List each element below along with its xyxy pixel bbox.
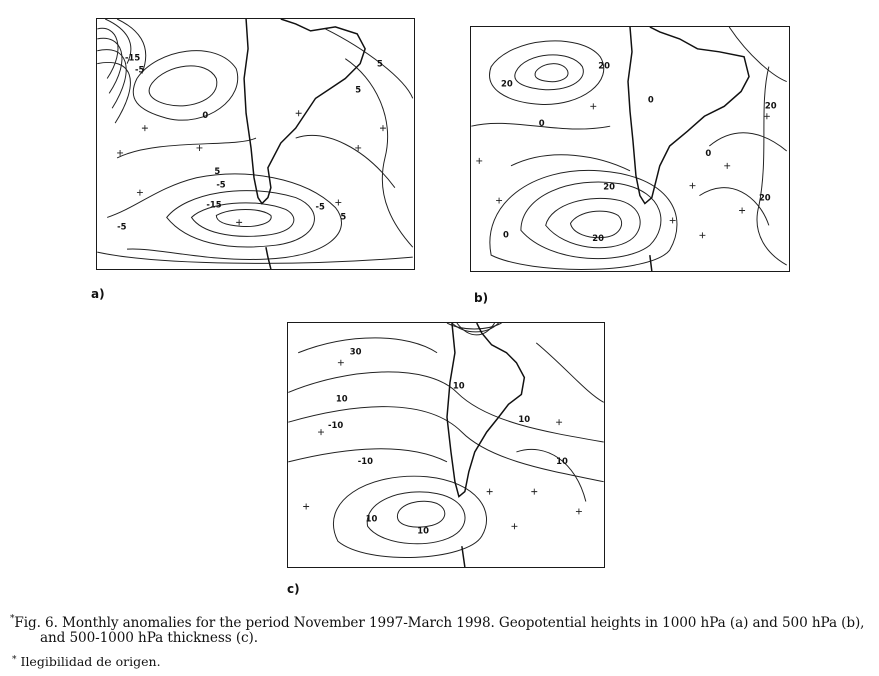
contour-label: 20 bbox=[598, 60, 610, 71]
contour-label: -5 bbox=[117, 221, 127, 232]
contour-label: -5 bbox=[315, 201, 325, 212]
contour-label: 5 bbox=[214, 165, 221, 176]
contour-label: -15 bbox=[125, 52, 141, 63]
caption-line-2: and 500-1000 hPa thickness (c). bbox=[40, 630, 258, 646]
map-panel-b bbox=[470, 26, 790, 272]
caption-marker: * bbox=[10, 614, 15, 624]
contour-label: -5 bbox=[134, 64, 145, 75]
grid-markers bbox=[476, 103, 770, 238]
contour-label: 10 bbox=[452, 380, 465, 391]
contour-map-b bbox=[471, 27, 789, 271]
contour-label: 10 bbox=[365, 513, 378, 524]
contour-label: 5 bbox=[377, 58, 383, 69]
contour-label: 0 bbox=[503, 229, 509, 240]
caption-line-1: Fig. 6. Monthly anomalies for the period November 1997-March 1998. Geopotential heights in 1000 hPa (a) and 500 hPa (b), bbox=[14, 615, 865, 631]
contour-label: 30 bbox=[349, 346, 362, 357]
contour-label: 10 bbox=[335, 393, 348, 404]
contour-labels bbox=[328, 347, 568, 536]
contour-label: -10 bbox=[327, 420, 344, 431]
grid-markers bbox=[117, 110, 386, 225]
figure-caption bbox=[10, 612, 872, 646]
contour-label: 0 bbox=[647, 94, 654, 105]
contour-label: 0 bbox=[538, 118, 545, 129]
contour-label: 10 bbox=[556, 455, 568, 466]
contour-label: 20 bbox=[764, 100, 777, 111]
footnote bbox=[12, 654, 161, 669]
contour-label: 20 bbox=[758, 192, 771, 203]
contour-label: 20 bbox=[603, 181, 615, 192]
map-panel-a bbox=[96, 18, 415, 270]
grid-markers bbox=[303, 360, 582, 530]
panel-label-b: b) bbox=[474, 291, 489, 305]
map-panel-c bbox=[287, 322, 605, 568]
panel-label-c: c) bbox=[287, 582, 300, 596]
footnote-text: Ilegibilidad de origen. bbox=[20, 654, 161, 669]
contour-map-a bbox=[97, 19, 414, 269]
contour-label: -5 bbox=[216, 179, 226, 190]
contour-label: 0 bbox=[202, 110, 209, 121]
contour-map-c bbox=[288, 323, 604, 567]
panel-label-a: a) bbox=[91, 287, 105, 301]
contour-label: 0 bbox=[705, 147, 712, 158]
contour-label: 20 bbox=[592, 233, 605, 244]
contour-label: -15 bbox=[206, 199, 222, 210]
contour-label: 10 bbox=[417, 525, 429, 536]
contour-label: -10 bbox=[357, 455, 373, 466]
contour-label: 5 bbox=[355, 84, 362, 95]
hatched-region bbox=[447, 323, 502, 335]
contour-label: 20 bbox=[501, 78, 513, 89]
contour-label: 5 bbox=[340, 211, 347, 222]
footnote-marker: * bbox=[12, 655, 17, 665]
contour-label: 10 bbox=[518, 414, 531, 425]
